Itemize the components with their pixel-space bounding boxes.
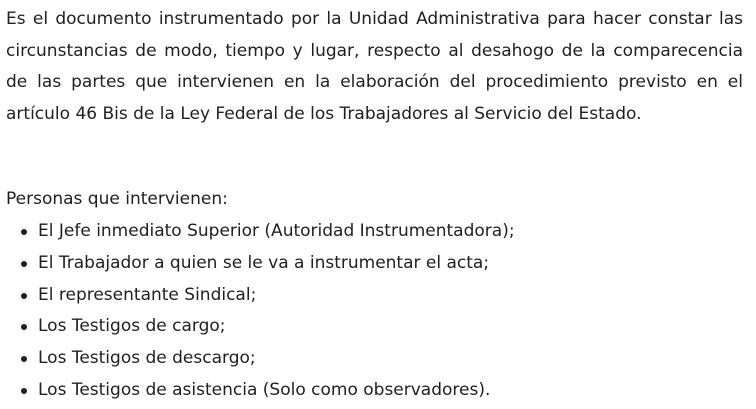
list-item xyxy=(6,280,515,312)
definition-paragraph: Es el documento instrumentado por la Unidad Administrativa para hacer constar las circunstancias de modo, tiempo y lugar, respecto al desahogo de la comparecencia de las partes que intervienen en la elaboración del procedimiento previsto en el artículo 46 Bis de la Ley Federal de los Trabajadores al Servicio del Estado. xyxy=(6,9,743,124)
bullet-icon xyxy=(21,388,27,394)
list-item-label: Los Testigos de descargo; xyxy=(38,348,256,369)
list-item xyxy=(6,343,515,375)
list-item xyxy=(6,248,515,280)
list-item-label: Los Testigos de asistencia (Solo como observadores). xyxy=(38,379,491,400)
list-item-label: El Trabajador a quien se le va a instrumentar el acta; xyxy=(38,252,490,273)
bullet-icon xyxy=(21,356,27,362)
list-item xyxy=(6,311,515,343)
list-item xyxy=(6,375,515,407)
list-item xyxy=(6,216,515,248)
participants-list xyxy=(6,216,515,407)
bullet-icon xyxy=(21,261,27,267)
bullet-icon xyxy=(21,324,27,330)
list-item-label: El Jefe inmediato Superior (Autoridad Instrumentadora); xyxy=(38,221,515,241)
list-item-label: El representante Sindical; xyxy=(38,284,257,305)
document-page xyxy=(6,0,743,409)
list-item-label: Los Testigos de cargo; xyxy=(38,316,226,337)
bullet-icon xyxy=(21,229,27,235)
participants-heading: Personas que intervienen: xyxy=(6,189,228,209)
bullet-icon xyxy=(21,293,27,299)
